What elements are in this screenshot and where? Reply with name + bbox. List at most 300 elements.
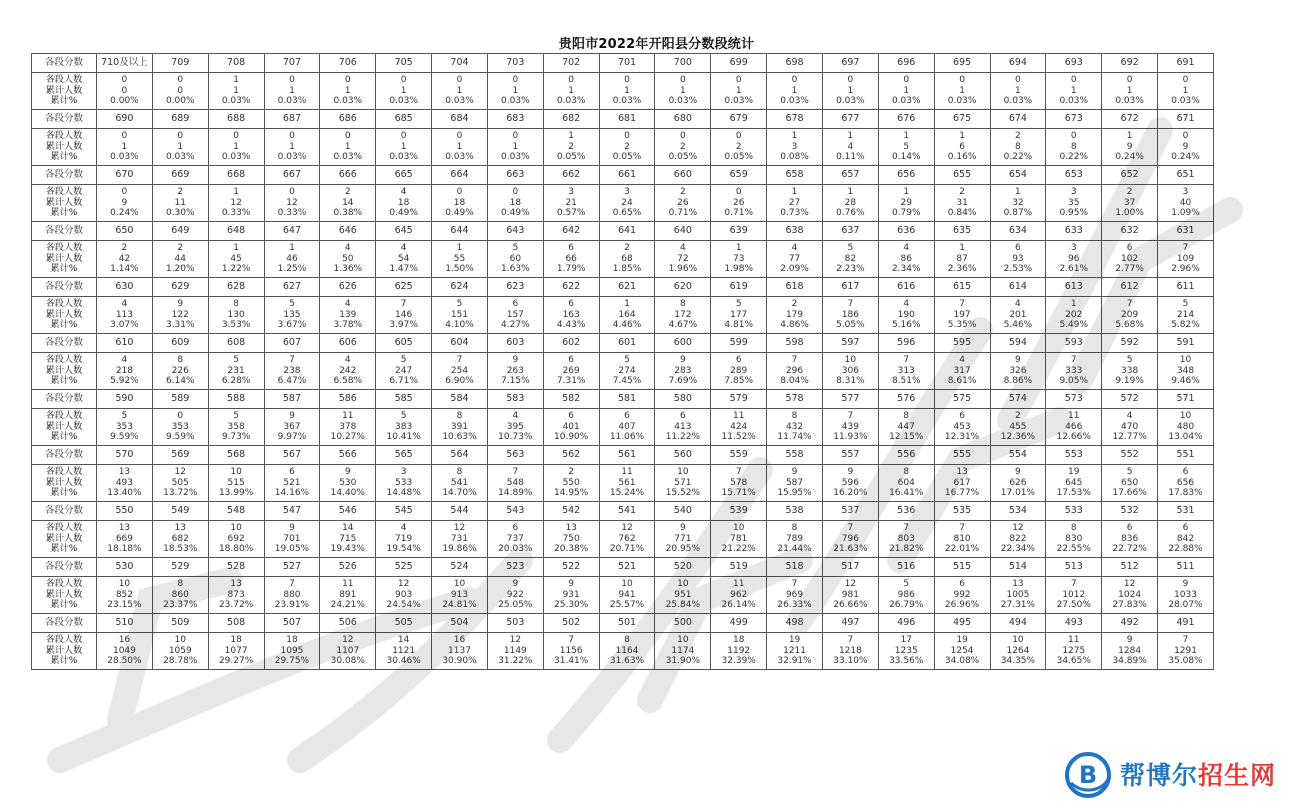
stats-count: 1 [233, 187, 239, 198]
score-header-row [32, 54, 1214, 73]
stats-cum: 447 [897, 421, 915, 432]
score-cell: 541 [599, 502, 655, 521]
stats-pct: 5.46% [1003, 320, 1033, 331]
stats-cell [208, 521, 264, 558]
stats-cell [264, 409, 320, 446]
score-cell: 506 [320, 614, 376, 633]
score-cell: 550 [97, 502, 153, 521]
site-logo[interactable] [1063, 744, 1313, 800]
stats-cell [208, 409, 264, 446]
stats-cell [432, 353, 488, 390]
stats-label-pct: 累计% [50, 487, 78, 499]
stats-pct: 15.95% [777, 488, 812, 499]
score-cell: 499 [711, 614, 767, 633]
score-cell: 494 [990, 614, 1046, 633]
stats-pct: 5.35% [947, 320, 977, 331]
score-cell: 679 [711, 110, 767, 129]
stats-pct: 11.06% [609, 432, 645, 443]
stats-pct: 0.33% [221, 208, 251, 219]
stats-cell [822, 521, 878, 558]
stats-cum: 313 [897, 365, 915, 376]
stats-cell [934, 297, 990, 334]
stats-pct: 9.59% [165, 432, 195, 443]
stats-cell [1046, 577, 1102, 614]
stats-label-pct: 累计% [50, 263, 78, 275]
stats-pct: 0.49% [445, 208, 474, 219]
stats-pct: 16.77% [944, 488, 980, 499]
stats-pct: 25.57% [609, 600, 645, 611]
stats-cum: 9 [1126, 141, 1133, 152]
score-cell: 642 [543, 222, 599, 241]
score-cell: 547 [264, 502, 320, 521]
stats-count: 6 [568, 411, 575, 422]
page-title: 贵阳市2022年开阳县分数段统计 [558, 37, 755, 52]
stats-cum: 4 [847, 141, 854, 152]
score-cell: 693 [1046, 54, 1102, 73]
score-cell: 618 [767, 278, 823, 297]
score-cell: 559 [711, 446, 767, 465]
stats-pct: 4.27% [501, 320, 530, 331]
stats-count: 5 [1126, 467, 1133, 478]
stats-cell [376, 577, 432, 614]
stats-cum: 719 [395, 533, 413, 544]
score-cell: 603 [487, 334, 543, 353]
stats-cell [152, 241, 208, 278]
stats-cell [1046, 185, 1102, 222]
stats-cum: 401 [562, 421, 580, 432]
stats-pct: 21.22% [721, 544, 756, 555]
stats-cell [822, 465, 878, 502]
stats-cum: 8 [1070, 141, 1077, 152]
score-cell: 512 [1102, 558, 1158, 577]
score-cell: 644 [432, 222, 488, 241]
stats-pct: 0.76% [836, 208, 865, 219]
stats-cum: 326 [1009, 365, 1027, 376]
stats-pct: 11.74% [777, 432, 812, 443]
stats-pct: 9.97% [277, 432, 307, 443]
stats-count: 0 [512, 75, 519, 86]
score-cell: 631 [1158, 222, 1214, 241]
stats-pct: 1.63% [501, 264, 530, 275]
stats-pct: 19.05% [274, 544, 310, 555]
stats-count: 11 [1068, 635, 1080, 646]
stats-cum: 842 [1176, 533, 1195, 544]
stats-cell [264, 633, 320, 670]
stats-count: 10 [1012, 635, 1024, 646]
stats-count: 0 [289, 187, 295, 198]
stats-pct: 29.75% [274, 656, 310, 667]
stats-cum: 1174 [671, 645, 695, 656]
stats-cum: 737 [506, 533, 524, 544]
score-header-row [32, 334, 1214, 353]
stats-count: 12 [1012, 523, 1024, 534]
stats-count: 9 [1015, 355, 1021, 366]
stats-cell [1102, 73, 1158, 110]
stats-cum: 1024 [1118, 589, 1142, 600]
stats-count: 0 [400, 131, 407, 142]
stats-cell [599, 521, 655, 558]
stats-pct: 27.50% [1056, 600, 1091, 611]
stats-cell [1158, 521, 1214, 558]
stats-pct: 0.79% [891, 208, 921, 219]
stats-cum: 55 [453, 253, 466, 264]
stats-pct: 3.78% [333, 320, 363, 331]
score-label-cell: 各段分数 [32, 446, 97, 465]
stats-count: 11 [342, 411, 354, 422]
score-cell: 606 [320, 334, 376, 353]
stats-pct: 2.23% [836, 264, 865, 275]
stats-cell [767, 577, 823, 614]
stats-pct: 14.89% [498, 488, 533, 499]
logo-brand-text [1120, 756, 1276, 792]
score-cell: 599 [711, 334, 767, 353]
stats-count: 4 [344, 299, 351, 310]
stats-cell [655, 521, 711, 558]
stats-cum: 135 [283, 309, 301, 320]
stats-cell [599, 465, 655, 502]
stats-cell [97, 465, 153, 502]
score-cell: 521 [599, 558, 655, 577]
stats-pct: 19.86% [442, 544, 477, 555]
stats-count: 10 [732, 523, 745, 534]
stats-count: 10 [677, 635, 689, 646]
stats-count: 7 [735, 467, 742, 478]
score-cell: 702 [543, 54, 599, 73]
score-cell: 608 [208, 334, 264, 353]
stats-pct: 0.03% [501, 152, 530, 163]
stats-count: 0 [177, 75, 184, 86]
stats-pct: 2.61% [1059, 264, 1089, 275]
stats-count: 12 [844, 579, 857, 590]
stats-pct: 19.54% [386, 544, 421, 555]
stats-count: 10 [118, 579, 131, 590]
stats-count: 5 [735, 299, 742, 310]
stats-pct: 0.05% [556, 152, 586, 163]
stats-cum: 190 [897, 309, 915, 320]
stats-count: 4 [344, 243, 351, 254]
stats-count: 19 [956, 635, 968, 646]
stats-count: 8 [791, 523, 798, 534]
stats-count: 13 [956, 467, 968, 478]
stats-cum: 941 [618, 589, 636, 600]
score-cell: 535 [934, 502, 990, 521]
stats-cum: 0 [121, 85, 128, 96]
stats-cum: 1 [512, 141, 519, 152]
stats-cum: 72 [677, 253, 689, 264]
stats-pct: 18.18% [107, 544, 142, 555]
stats-cum: 1107 [336, 645, 360, 656]
score-cell: 598 [767, 334, 823, 353]
score-cell: 703 [487, 54, 543, 73]
stats-count: 9 [847, 467, 854, 478]
score-header-row [32, 110, 1214, 129]
stats-cell [655, 129, 711, 166]
score-header-row [32, 614, 1214, 633]
stats-data-row [32, 409, 1214, 446]
stats-cell [934, 521, 990, 558]
stats-cell [711, 633, 767, 670]
stats-pct: 7.31% [556, 376, 586, 387]
stats-count: 7 [1182, 243, 1189, 254]
logo-brand-part-a: 帮博尔 [1120, 761, 1199, 790]
score-cell: 596 [878, 334, 934, 353]
stats-pct: 34.35% [1000, 656, 1036, 667]
score-cell: 563 [487, 446, 543, 465]
stats-pct: 0.57% [556, 208, 586, 219]
stats-cum: 12 [230, 197, 242, 208]
score-cell: 691 [1158, 54, 1214, 73]
stats-count: 4 [400, 523, 407, 534]
stats-cell [376, 633, 432, 670]
stats-cell [1158, 73, 1214, 110]
stats-pct: 0.03% [165, 152, 195, 163]
stats-cum: 578 [730, 477, 748, 488]
stats-count: 5 [456, 299, 463, 310]
stats-pct: 4.46% [612, 320, 642, 331]
stats-pct: 0.03% [221, 96, 251, 107]
stats-cell [543, 465, 599, 502]
stats-pct: 0.00% [110, 96, 139, 107]
score-cell: 684 [432, 110, 488, 129]
stats-cum: 146 [395, 309, 413, 320]
score-cell: 637 [822, 222, 878, 241]
score-cell: 577 [822, 390, 878, 409]
score-cell: 497 [822, 614, 878, 633]
stats-pct: 24.81% [442, 600, 477, 611]
stats-cell [711, 577, 767, 614]
stats-pct: 10.41% [386, 432, 421, 443]
stats-cum: 803 [897, 533, 915, 544]
stats-cum: 1 [456, 85, 463, 96]
stats-cell [152, 297, 208, 334]
stats-cell [97, 129, 153, 166]
score-cell: 623 [487, 278, 543, 297]
stats-cell [767, 633, 823, 670]
stats-cum: 50 [342, 253, 354, 264]
score-cell: 650 [97, 222, 153, 241]
stats-count: 2 [568, 467, 575, 478]
stats-cum: 157 [506, 309, 524, 320]
stats-cum: 1 [289, 141, 295, 152]
stats-cell [655, 353, 711, 390]
stats-cum: 596 [841, 477, 859, 488]
stats-cell [264, 129, 320, 166]
stats-pct: 1.79% [556, 264, 586, 275]
stats-count: 0 [456, 131, 463, 142]
stats-count: 4 [344, 355, 351, 366]
stats-cell [878, 577, 934, 614]
stats-label-count: 各段人数 [45, 522, 83, 534]
stats-cell [1102, 241, 1158, 278]
stats-count: 13 [565, 523, 577, 534]
stats-cum: 102 [1121, 253, 1139, 264]
stats-count: 10 [1179, 411, 1192, 422]
score-cell: 636 [878, 222, 934, 241]
stats-cum: 353 [171, 421, 189, 432]
stats-count: 8 [791, 411, 798, 422]
stats-pct: 0.03% [333, 152, 363, 163]
stats-count: 8 [177, 355, 184, 366]
stats-cell [543, 577, 599, 614]
stats-data-row [32, 241, 1214, 278]
stats-cell [264, 297, 320, 334]
stats-pct: 1.50% [445, 264, 474, 275]
stats-count: 7 [456, 355, 463, 366]
stats-cum: 1 [679, 85, 686, 96]
stats-cum: 1 [344, 141, 351, 152]
score-cell: 594 [990, 334, 1046, 353]
score-cell: 658 [767, 166, 823, 185]
stats-cum: 533 [395, 477, 413, 488]
score-cell: 553 [1046, 446, 1102, 465]
stats-count: 9 [1182, 579, 1189, 590]
score-cell: 527 [264, 558, 320, 577]
stats-pct: 0.03% [668, 96, 698, 107]
stats-cum: 395 [506, 421, 524, 432]
stats-cum: 1 [791, 85, 798, 96]
score-cell: 549 [152, 502, 208, 521]
stats-pct: 8.61% [947, 376, 977, 387]
stats-cum: 177 [730, 309, 748, 320]
stats-cum: 715 [339, 533, 357, 544]
stats-cum: 466 [1065, 421, 1083, 432]
stats-cell [1102, 521, 1158, 558]
stats-cum: 1 [344, 85, 351, 96]
score-cell: 573 [1046, 390, 1102, 409]
stats-cum: 550 [562, 477, 580, 488]
stats-pct: 22.88% [1168, 544, 1203, 555]
stats-cell [208, 185, 264, 222]
score-cell: 654 [990, 166, 1046, 185]
stats-data-row [32, 185, 1214, 222]
stats-count: 0 [121, 75, 128, 86]
stats-label-cell [32, 73, 97, 110]
stats-count: 0 [456, 75, 463, 86]
stats-pct: 3.31% [165, 320, 195, 331]
stats-cum: 541 [450, 477, 469, 488]
score-cell: 526 [320, 558, 376, 577]
stats-cum: 151 [450, 309, 469, 320]
stats-cum: 1192 [727, 645, 751, 656]
stats-cell [208, 73, 264, 110]
stats-pct: 2.53% [1003, 264, 1033, 275]
stats-cum: 822 [1009, 533, 1027, 544]
stats-count: 2 [177, 243, 184, 254]
score-cell: 529 [152, 558, 208, 577]
stats-cum: 18 [453, 197, 466, 208]
stats-label-count: 各段人数 [45, 634, 83, 646]
stats-count: 12 [397, 579, 410, 590]
stats-cell [599, 353, 655, 390]
stats-cum: 1264 [1006, 645, 1030, 656]
stats-pct: 23.37% [163, 600, 198, 611]
stats-pct: 26.96% [944, 600, 980, 611]
stats-label-cell [32, 241, 97, 278]
stats-cell [711, 241, 767, 278]
stats-pct: 17.83% [1168, 488, 1203, 499]
score-cell: 542 [543, 502, 599, 521]
stats-cum: 21 [565, 197, 577, 208]
stats-count: 0 [1070, 75, 1077, 86]
score-label-cell: 各段分数 [32, 502, 97, 521]
stats-cell [320, 465, 376, 502]
stats-cell [655, 73, 711, 110]
stats-pct: 15.52% [665, 488, 701, 499]
score-cell: 641 [599, 222, 655, 241]
score-cell: 656 [878, 166, 934, 185]
stats-count: 0 [177, 131, 184, 142]
stats-count: 16 [453, 635, 466, 646]
stats-cum: 209 [1121, 309, 1139, 320]
stats-count: 8 [456, 411, 463, 422]
stats-cell [376, 73, 432, 110]
score-cell: 645 [376, 222, 432, 241]
stats-count: 6 [568, 299, 575, 310]
stats-cum: 122 [171, 309, 189, 320]
score-cell: 561 [599, 446, 655, 465]
stats-pct: 3.97% [389, 320, 418, 331]
stats-pct: 9.59% [110, 432, 139, 443]
stats-count: 4 [1126, 411, 1133, 422]
score-cell: 556 [878, 446, 934, 465]
stats-cum: 231 [227, 365, 245, 376]
stats-count: 4 [400, 243, 407, 254]
stats-pct: 35.08% [1168, 656, 1203, 667]
stats-cum: 470 [1121, 421, 1139, 432]
score-cell: 627 [264, 278, 320, 297]
stats-count: 16 [118, 635, 131, 646]
stats-count: 7 [847, 635, 854, 646]
stats-cum: 1049 [112, 645, 136, 656]
score-cell: 687 [264, 110, 320, 129]
stats-pct: 0.24% [110, 208, 139, 219]
stats-cell [376, 185, 432, 222]
stats-cum: 781 [730, 533, 748, 544]
score-cell: 545 [376, 502, 432, 521]
stats-cum: 11 [174, 197, 186, 208]
stats-cell [878, 185, 934, 222]
stats-cum: 1 [959, 85, 965, 96]
stats-cell [152, 409, 208, 446]
stats-cum: 1 [847, 85, 854, 96]
stats-cum: 367 [283, 421, 301, 432]
score-cell: 629 [152, 278, 208, 297]
stats-count: 8 [456, 467, 463, 478]
stats-cum: 530 [339, 477, 357, 488]
stats-pct: 23.91% [274, 600, 310, 611]
score-cell: 690 [97, 110, 153, 129]
score-cell: 582 [543, 390, 599, 409]
score-header-row [32, 446, 1214, 465]
stats-cum: 263 [506, 365, 524, 376]
stats-count: 6 [735, 355, 742, 366]
stats-pct: 31.22% [498, 656, 533, 667]
stats-label-cell [32, 577, 97, 614]
stats-cell [543, 353, 599, 390]
stats-count: 9 [289, 523, 295, 534]
stats-cum: 28 [844, 197, 857, 208]
stats-cum: 40 [1179, 197, 1192, 208]
stats-pct: 1.98% [724, 264, 753, 275]
stats-count: 9 [289, 411, 295, 422]
stats-count: 3 [624, 187, 630, 198]
stats-pct: 13.04% [1168, 432, 1203, 443]
stats-cell [599, 241, 655, 278]
stats-pct: 0.71% [668, 208, 698, 219]
score-cell: 610 [97, 334, 153, 353]
stats-pct: 27.31% [1000, 600, 1036, 611]
stats-cell [543, 521, 599, 558]
